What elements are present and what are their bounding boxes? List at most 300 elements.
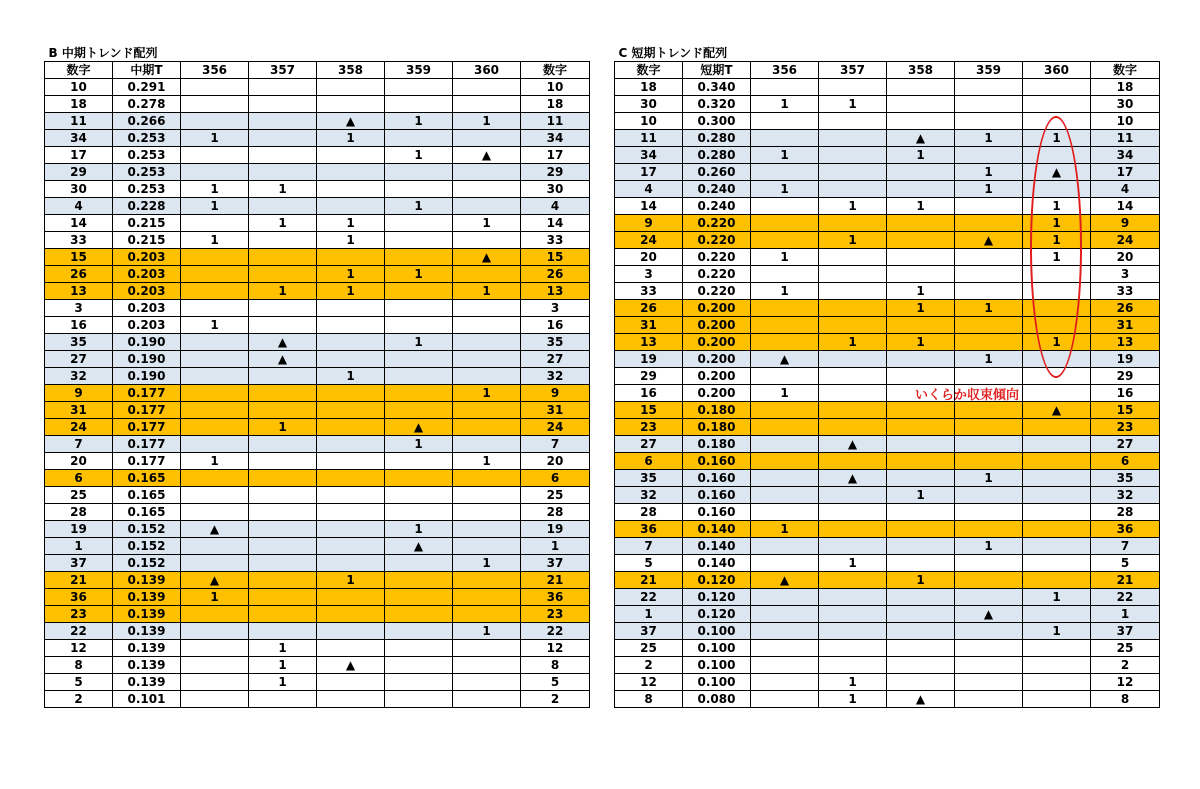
draw-cell (1023, 521, 1091, 538)
draw-cell: 1 (249, 215, 317, 232)
header-row (615, 62, 1160, 79)
draw-cell (887, 589, 955, 606)
draw-cell (317, 606, 385, 623)
trend-value-cell: 0.278 (113, 96, 181, 113)
number-cell: 8 (615, 691, 683, 708)
draw-cell: ▲ (317, 113, 385, 130)
draw-cell (955, 419, 1023, 436)
draw-cell: 1 (751, 249, 819, 266)
number-cell: 14 (521, 215, 590, 232)
trend-value-cell: 0.190 (113, 368, 181, 385)
number-cell: 5 (521, 674, 590, 691)
draw-cell: ▲ (819, 436, 887, 453)
trend-value-cell: 0.253 (113, 130, 181, 147)
draw-cell (887, 402, 955, 419)
table-row (45, 283, 590, 300)
number-cell: 14 (45, 215, 113, 232)
draw-cell (819, 572, 887, 589)
draw-cell (317, 249, 385, 266)
draw-cell (249, 521, 317, 538)
draw-cell (751, 555, 819, 572)
draw-cell (819, 215, 887, 232)
number-cell: 6 (45, 470, 113, 487)
draw-cell: 1 (317, 130, 385, 147)
table-row (45, 657, 590, 674)
number-cell: 19 (1091, 351, 1160, 368)
number-cell: 17 (615, 164, 683, 181)
draw-cell: ▲ (751, 351, 819, 368)
number-cell: 20 (1091, 249, 1160, 266)
draw-cell (819, 385, 887, 402)
number-cell: 32 (45, 368, 113, 385)
draw-cell: 1 (453, 385, 521, 402)
draw-cell: 1 (819, 198, 887, 215)
draw-cell (453, 79, 521, 96)
table-row (615, 368, 1160, 385)
trend-value-cell: 0.120 (683, 589, 751, 606)
draw-cell (453, 538, 521, 555)
number-cell: 11 (521, 113, 590, 130)
col-header: 358 (317, 62, 385, 79)
number-cell: 14 (615, 198, 683, 215)
draw-cell (249, 198, 317, 215)
number-cell: 15 (521, 249, 590, 266)
draw-cell (1023, 657, 1091, 674)
draw-cell (249, 368, 317, 385)
trend-value-cell: 0.120 (683, 572, 751, 589)
number-cell: 10 (521, 79, 590, 96)
col-header: 数字 (615, 62, 683, 79)
draw-cell: 1 (1023, 130, 1091, 147)
table-row (615, 419, 1160, 436)
draw-cell (751, 198, 819, 215)
draw-cell (819, 130, 887, 147)
number-cell: 4 (521, 198, 590, 215)
number-cell: 6 (1091, 453, 1160, 470)
draw-cell (955, 79, 1023, 96)
draw-cell (181, 674, 249, 691)
number-cell: 8 (45, 657, 113, 674)
table-row (45, 232, 590, 249)
draw-cell (819, 368, 887, 385)
draw-cell (181, 147, 249, 164)
number-cell: 36 (521, 589, 590, 606)
draw-cell (751, 640, 819, 657)
table-row (45, 487, 590, 504)
number-cell: 8 (521, 657, 590, 674)
draw-cell (317, 198, 385, 215)
trend-value-cell: 0.220 (683, 215, 751, 232)
draw-cell (249, 504, 317, 521)
draw-cell (317, 453, 385, 470)
draw-cell (453, 521, 521, 538)
draw-cell (249, 555, 317, 572)
draw-cell: 1 (887, 572, 955, 589)
number-cell: 16 (521, 317, 590, 334)
draw-cell (1023, 606, 1091, 623)
draw-cell: 1 (751, 283, 819, 300)
draw-cell (453, 232, 521, 249)
draw-cell (751, 589, 819, 606)
table-row (45, 504, 590, 521)
trend-value-cell: 0.177 (113, 436, 181, 453)
draw-cell: 1 (955, 130, 1023, 147)
trend-value-cell: 0.253 (113, 164, 181, 181)
draw-cell (1023, 385, 1091, 402)
draw-cell: ▲ (955, 606, 1023, 623)
draw-cell (1023, 674, 1091, 691)
number-cell: 18 (521, 96, 590, 113)
number-cell: 36 (1091, 521, 1160, 538)
number-cell: 32 (615, 487, 683, 504)
draw-cell: 1 (1023, 232, 1091, 249)
draw-cell: 1 (249, 283, 317, 300)
draw-cell (181, 249, 249, 266)
table-row (615, 113, 1160, 130)
number-cell: 19 (45, 521, 113, 538)
table-row (45, 96, 590, 113)
number-cell: 22 (615, 589, 683, 606)
draw-cell (819, 623, 887, 640)
draw-cell: 1 (249, 419, 317, 436)
trend-value-cell: 0.177 (113, 419, 181, 436)
table-row (45, 130, 590, 147)
draw-cell: 1 (1023, 334, 1091, 351)
draw-cell (453, 368, 521, 385)
draw-cell (317, 623, 385, 640)
draw-cell (453, 334, 521, 351)
trend-value-cell: 0.165 (113, 487, 181, 504)
number-cell: 3 (45, 300, 113, 317)
number-cell: 7 (1091, 538, 1160, 555)
draw-cell (181, 436, 249, 453)
number-cell: 11 (45, 113, 113, 130)
draw-cell: 1 (385, 147, 453, 164)
draw-cell (385, 487, 453, 504)
col-header: 356 (181, 62, 249, 79)
draw-cell (955, 555, 1023, 572)
number-cell: 15 (1091, 402, 1160, 419)
table-row (615, 317, 1160, 334)
trend-value-cell: 0.203 (113, 249, 181, 266)
number-cell: 5 (45, 674, 113, 691)
draw-cell (385, 351, 453, 368)
draw-cell (1023, 572, 1091, 589)
draw-cell (249, 385, 317, 402)
draw-cell (819, 351, 887, 368)
draw-cell (887, 266, 955, 283)
trend-value-cell: 0.101 (113, 691, 181, 708)
draw-cell (819, 266, 887, 283)
trend-value-cell: 0.139 (113, 657, 181, 674)
table-row (45, 351, 590, 368)
trend-value-cell: 0.253 (113, 181, 181, 198)
number-cell: 10 (615, 113, 683, 130)
trend-value-cell: 0.140 (683, 538, 751, 555)
draw-cell (887, 623, 955, 640)
draw-cell (1023, 419, 1091, 436)
col-header: 360 (1023, 62, 1091, 79)
trend-value-cell: 0.320 (683, 96, 751, 113)
number-cell: 2 (1091, 657, 1160, 674)
draw-cell (955, 691, 1023, 708)
number-cell: 26 (1091, 300, 1160, 317)
number-cell: 31 (45, 402, 113, 419)
table-row (45, 538, 590, 555)
draw-cell (453, 181, 521, 198)
draw-cell (955, 96, 1023, 113)
number-cell: 29 (1091, 368, 1160, 385)
draw-cell (887, 674, 955, 691)
table-row (45, 181, 590, 198)
table-row (615, 521, 1160, 538)
draw-cell (249, 317, 317, 334)
trend-value-cell: 0.190 (113, 351, 181, 368)
draw-cell (751, 300, 819, 317)
draw-cell (453, 487, 521, 504)
draw-cell (887, 368, 955, 385)
draw-cell (1023, 555, 1091, 572)
draw-cell (181, 606, 249, 623)
draw-cell: 1 (317, 215, 385, 232)
draw-cell (181, 96, 249, 113)
draw-cell (249, 266, 317, 283)
number-cell: 25 (615, 640, 683, 657)
table-row (615, 96, 1160, 113)
draw-cell (955, 521, 1023, 538)
draw-cell: 1 (819, 555, 887, 572)
table-row (615, 487, 1160, 504)
draw-cell (249, 572, 317, 589)
draw-cell (453, 589, 521, 606)
draw-cell (955, 504, 1023, 521)
number-cell: 1 (615, 606, 683, 623)
col-header: 359 (385, 62, 453, 79)
draw-cell (453, 436, 521, 453)
table-row (615, 640, 1160, 657)
draw-cell (181, 640, 249, 657)
draw-cell (751, 164, 819, 181)
number-cell: 27 (521, 351, 590, 368)
number-cell: 29 (615, 368, 683, 385)
draw-cell (317, 385, 385, 402)
number-cell: 27 (1091, 436, 1160, 453)
number-cell: 30 (1091, 96, 1160, 113)
number-cell: 34 (521, 130, 590, 147)
trend-value-cell: 0.120 (683, 606, 751, 623)
number-cell: 3 (615, 266, 683, 283)
trend-value-cell: 0.203 (113, 266, 181, 283)
number-cell: 26 (45, 266, 113, 283)
number-cell: 22 (1091, 589, 1160, 606)
draw-cell (955, 334, 1023, 351)
draw-cell (751, 453, 819, 470)
draw-cell (317, 164, 385, 181)
number-cell: 21 (45, 572, 113, 589)
number-cell: 35 (1091, 470, 1160, 487)
draw-cell: 1 (1023, 623, 1091, 640)
trend-value-cell: 0.203 (113, 300, 181, 317)
draw-cell (751, 402, 819, 419)
draw-cell: 1 (181, 317, 249, 334)
draw-cell (317, 96, 385, 113)
draw-cell (819, 640, 887, 657)
table-row (45, 368, 590, 385)
draw-cell: 1 (955, 470, 1023, 487)
draw-cell (181, 623, 249, 640)
number-cell: 31 (1091, 317, 1160, 334)
number-cell: 7 (45, 436, 113, 453)
table-row (615, 589, 1160, 606)
draw-cell (955, 113, 1023, 130)
table-row (615, 334, 1160, 351)
table-row (45, 402, 590, 419)
draw-cell: 1 (385, 266, 453, 283)
draw-cell (1023, 504, 1091, 521)
draw-cell (751, 317, 819, 334)
draw-cell (1023, 436, 1091, 453)
draw-cell (317, 317, 385, 334)
draw-cell: 1 (819, 674, 887, 691)
number-cell: 27 (615, 436, 683, 453)
draw-cell (385, 589, 453, 606)
draw-cell (385, 453, 453, 470)
trend-value-cell: 0.100 (683, 623, 751, 640)
number-cell: 35 (521, 334, 590, 351)
number-cell: 19 (521, 521, 590, 538)
draw-cell: 1 (453, 113, 521, 130)
draw-cell (887, 419, 955, 436)
draw-cell (819, 521, 887, 538)
trend-value-cell: 0.203 (113, 317, 181, 334)
table-row (45, 300, 590, 317)
trend-value-cell: 0.220 (683, 266, 751, 283)
number-cell: 5 (615, 555, 683, 572)
draw-cell (317, 521, 385, 538)
trend-value-cell: 0.200 (683, 385, 751, 402)
trend-value-cell: 0.160 (683, 470, 751, 487)
table-row (45, 215, 590, 232)
draw-cell: ▲ (317, 657, 385, 674)
trend-value-cell: 0.215 (113, 215, 181, 232)
table-row (615, 504, 1160, 521)
draw-cell (317, 691, 385, 708)
draw-cell (317, 419, 385, 436)
number-cell: 26 (615, 300, 683, 317)
table-row (615, 147, 1160, 164)
draw-cell (249, 538, 317, 555)
draw-cell (385, 283, 453, 300)
table-row (45, 164, 590, 181)
number-cell: 24 (521, 419, 590, 436)
draw-cell (1023, 691, 1091, 708)
draw-cell (249, 487, 317, 504)
draw-cell (385, 215, 453, 232)
table-row (615, 657, 1160, 674)
draw-cell (317, 589, 385, 606)
draw-cell: 1 (955, 300, 1023, 317)
draw-cell (181, 555, 249, 572)
table-row (45, 623, 590, 640)
draw-cell (1023, 453, 1091, 470)
trend-value-cell: 0.203 (113, 283, 181, 300)
draw-cell: 1 (819, 232, 887, 249)
draw-cell (887, 181, 955, 198)
number-cell: 30 (45, 181, 113, 198)
number-cell: 14 (1091, 198, 1160, 215)
draw-cell (385, 385, 453, 402)
table-row (45, 113, 590, 130)
draw-cell (887, 657, 955, 674)
draw-cell (453, 419, 521, 436)
number-cell: 33 (615, 283, 683, 300)
draw-cell (453, 164, 521, 181)
table-row (45, 317, 590, 334)
draw-cell: 1 (751, 521, 819, 538)
draw-cell (819, 453, 887, 470)
draw-cell: 1 (385, 198, 453, 215)
draw-cell (453, 351, 521, 368)
number-cell: 23 (521, 606, 590, 623)
trend-value-cell: 0.139 (113, 674, 181, 691)
draw-cell (887, 504, 955, 521)
trend-value-cell: 0.160 (683, 487, 751, 504)
number-cell: 35 (45, 334, 113, 351)
number-cell: 23 (615, 419, 683, 436)
draw-cell: 1 (751, 96, 819, 113)
table-row (45, 436, 590, 453)
draw-cell (887, 317, 955, 334)
number-cell: 18 (45, 96, 113, 113)
draw-cell (385, 96, 453, 113)
draw-cell (751, 79, 819, 96)
number-cell: 21 (1091, 572, 1160, 589)
draw-cell: 1 (453, 215, 521, 232)
draw-cell: 1 (249, 657, 317, 674)
draw-cell (249, 164, 317, 181)
draw-cell: 1 (181, 232, 249, 249)
number-cell: 4 (45, 198, 113, 215)
table-row (615, 402, 1160, 419)
draw-cell (453, 640, 521, 657)
table-row (615, 606, 1160, 623)
table-row (615, 623, 1160, 640)
trend-value-cell: 0.220 (683, 283, 751, 300)
draw-cell (317, 436, 385, 453)
draw-cell (181, 385, 249, 402)
draw-cell (751, 538, 819, 555)
trend-value-cell: 0.180 (683, 402, 751, 419)
draw-cell (819, 181, 887, 198)
number-cell: 7 (615, 538, 683, 555)
draw-cell: 1 (385, 334, 453, 351)
number-cell: 36 (615, 521, 683, 538)
draw-cell (385, 79, 453, 96)
draw-cell (249, 96, 317, 113)
number-cell: 23 (45, 606, 113, 623)
trend-value-cell: 0.240 (683, 198, 751, 215)
draw-cell (317, 470, 385, 487)
number-cell: 24 (45, 419, 113, 436)
number-cell: 22 (45, 623, 113, 640)
draw-cell: ▲ (385, 538, 453, 555)
trend-value-cell: 0.139 (113, 589, 181, 606)
trend-value-cell: 0.152 (113, 555, 181, 572)
col-header: 358 (887, 62, 955, 79)
table-row (45, 470, 590, 487)
draw-cell (751, 470, 819, 487)
table-row (45, 640, 590, 657)
